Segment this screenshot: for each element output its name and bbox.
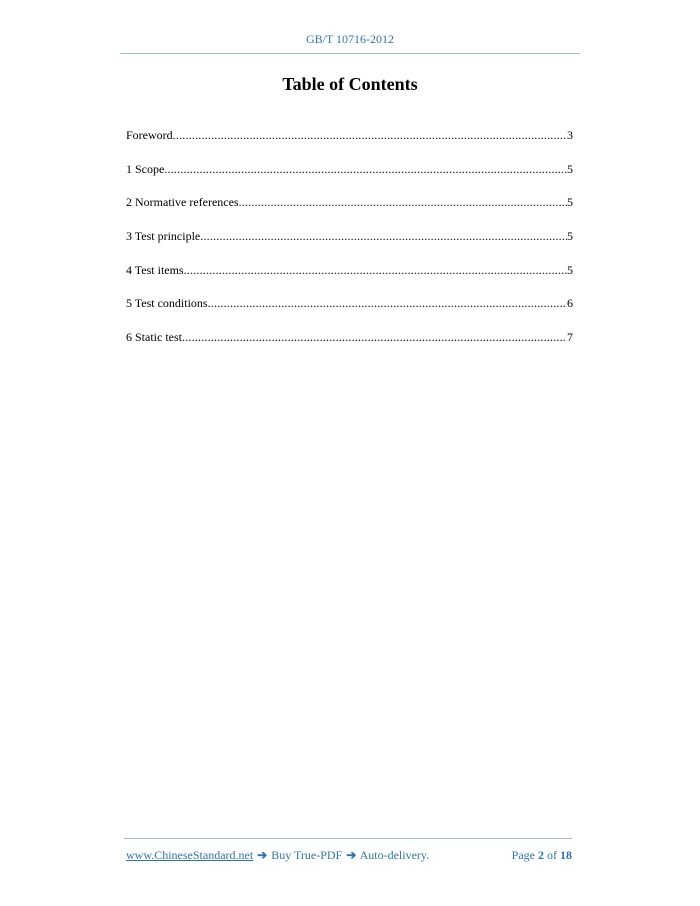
header-divider — [120, 53, 580, 54]
footer-divider — [124, 838, 572, 839]
toc-entry-page: 5 — [567, 229, 573, 244]
toc-entry-label: 6 Static test — [126, 330, 182, 345]
right-arrow-icon: ➔ — [346, 848, 357, 862]
page-word: Page — [511, 848, 535, 862]
toc-dot-leader — [164, 161, 567, 177]
toc-entry-page: 5 — [567, 195, 573, 210]
toc-entry-label: 2 Normative references — [126, 195, 239, 210]
page-footer — [126, 848, 572, 864]
table-of-contents — [126, 127, 573, 363]
toc-entry-label: Foreword — [126, 128, 173, 142]
total-page-count: 18 — [560, 848, 572, 862]
buy-true-pdf-text: Buy True-PDF — [268, 848, 346, 862]
of-word: of — [547, 848, 557, 862]
current-page-number: 2 — [538, 848, 544, 862]
site-link[interactable]: www.ChineseStandard.net — [126, 848, 254, 862]
toc-dot-leader — [182, 329, 567, 345]
toc-entry-static-test[interactable] — [126, 329, 573, 345]
page-number — [512, 848, 572, 863]
toc-entry-label: 3 Test principle — [126, 229, 201, 244]
toc-entry-normative-references[interactable] — [126, 194, 573, 210]
toc-entry-label: 4 Test items — [126, 262, 184, 277]
toc-dot-leader — [184, 262, 567, 278]
toc-entry-label: 1 Scope — [126, 161, 165, 176]
header-standard-code: GB/T 10716-2012 — [305, 32, 395, 46]
toc-entry-page: 3 — [567, 128, 573, 142]
page-title: Table of Contents — [282, 74, 418, 94]
toc-entry-scope[interactable] — [126, 161, 573, 177]
toc-entry-label: 5 Test conditions — [126, 296, 208, 311]
toc-dot-leader — [239, 194, 567, 210]
auto-delivery-text: Auto-delivery. — [357, 848, 430, 862]
toc-entry-page: 7 — [567, 330, 573, 345]
toc-dot-leader — [200, 228, 567, 244]
toc-entry-test-conditions[interactable] — [126, 295, 573, 311]
toc-entry-test-items[interactable] — [126, 262, 573, 278]
toc-dot-leader — [208, 295, 567, 311]
toc-entry-page: 5 — [567, 161, 573, 176]
toc-dot-leader — [173, 127, 567, 143]
toc-entry-page: 5 — [567, 262, 573, 277]
footer-promo — [126, 848, 429, 863]
toc-entry-page: 6 — [567, 296, 573, 311]
right-arrow-icon: ➔ — [257, 848, 268, 862]
toc-entry-foreword[interactable] — [126, 127, 573, 143]
toc-entry-test-principle[interactable] — [126, 228, 573, 244]
